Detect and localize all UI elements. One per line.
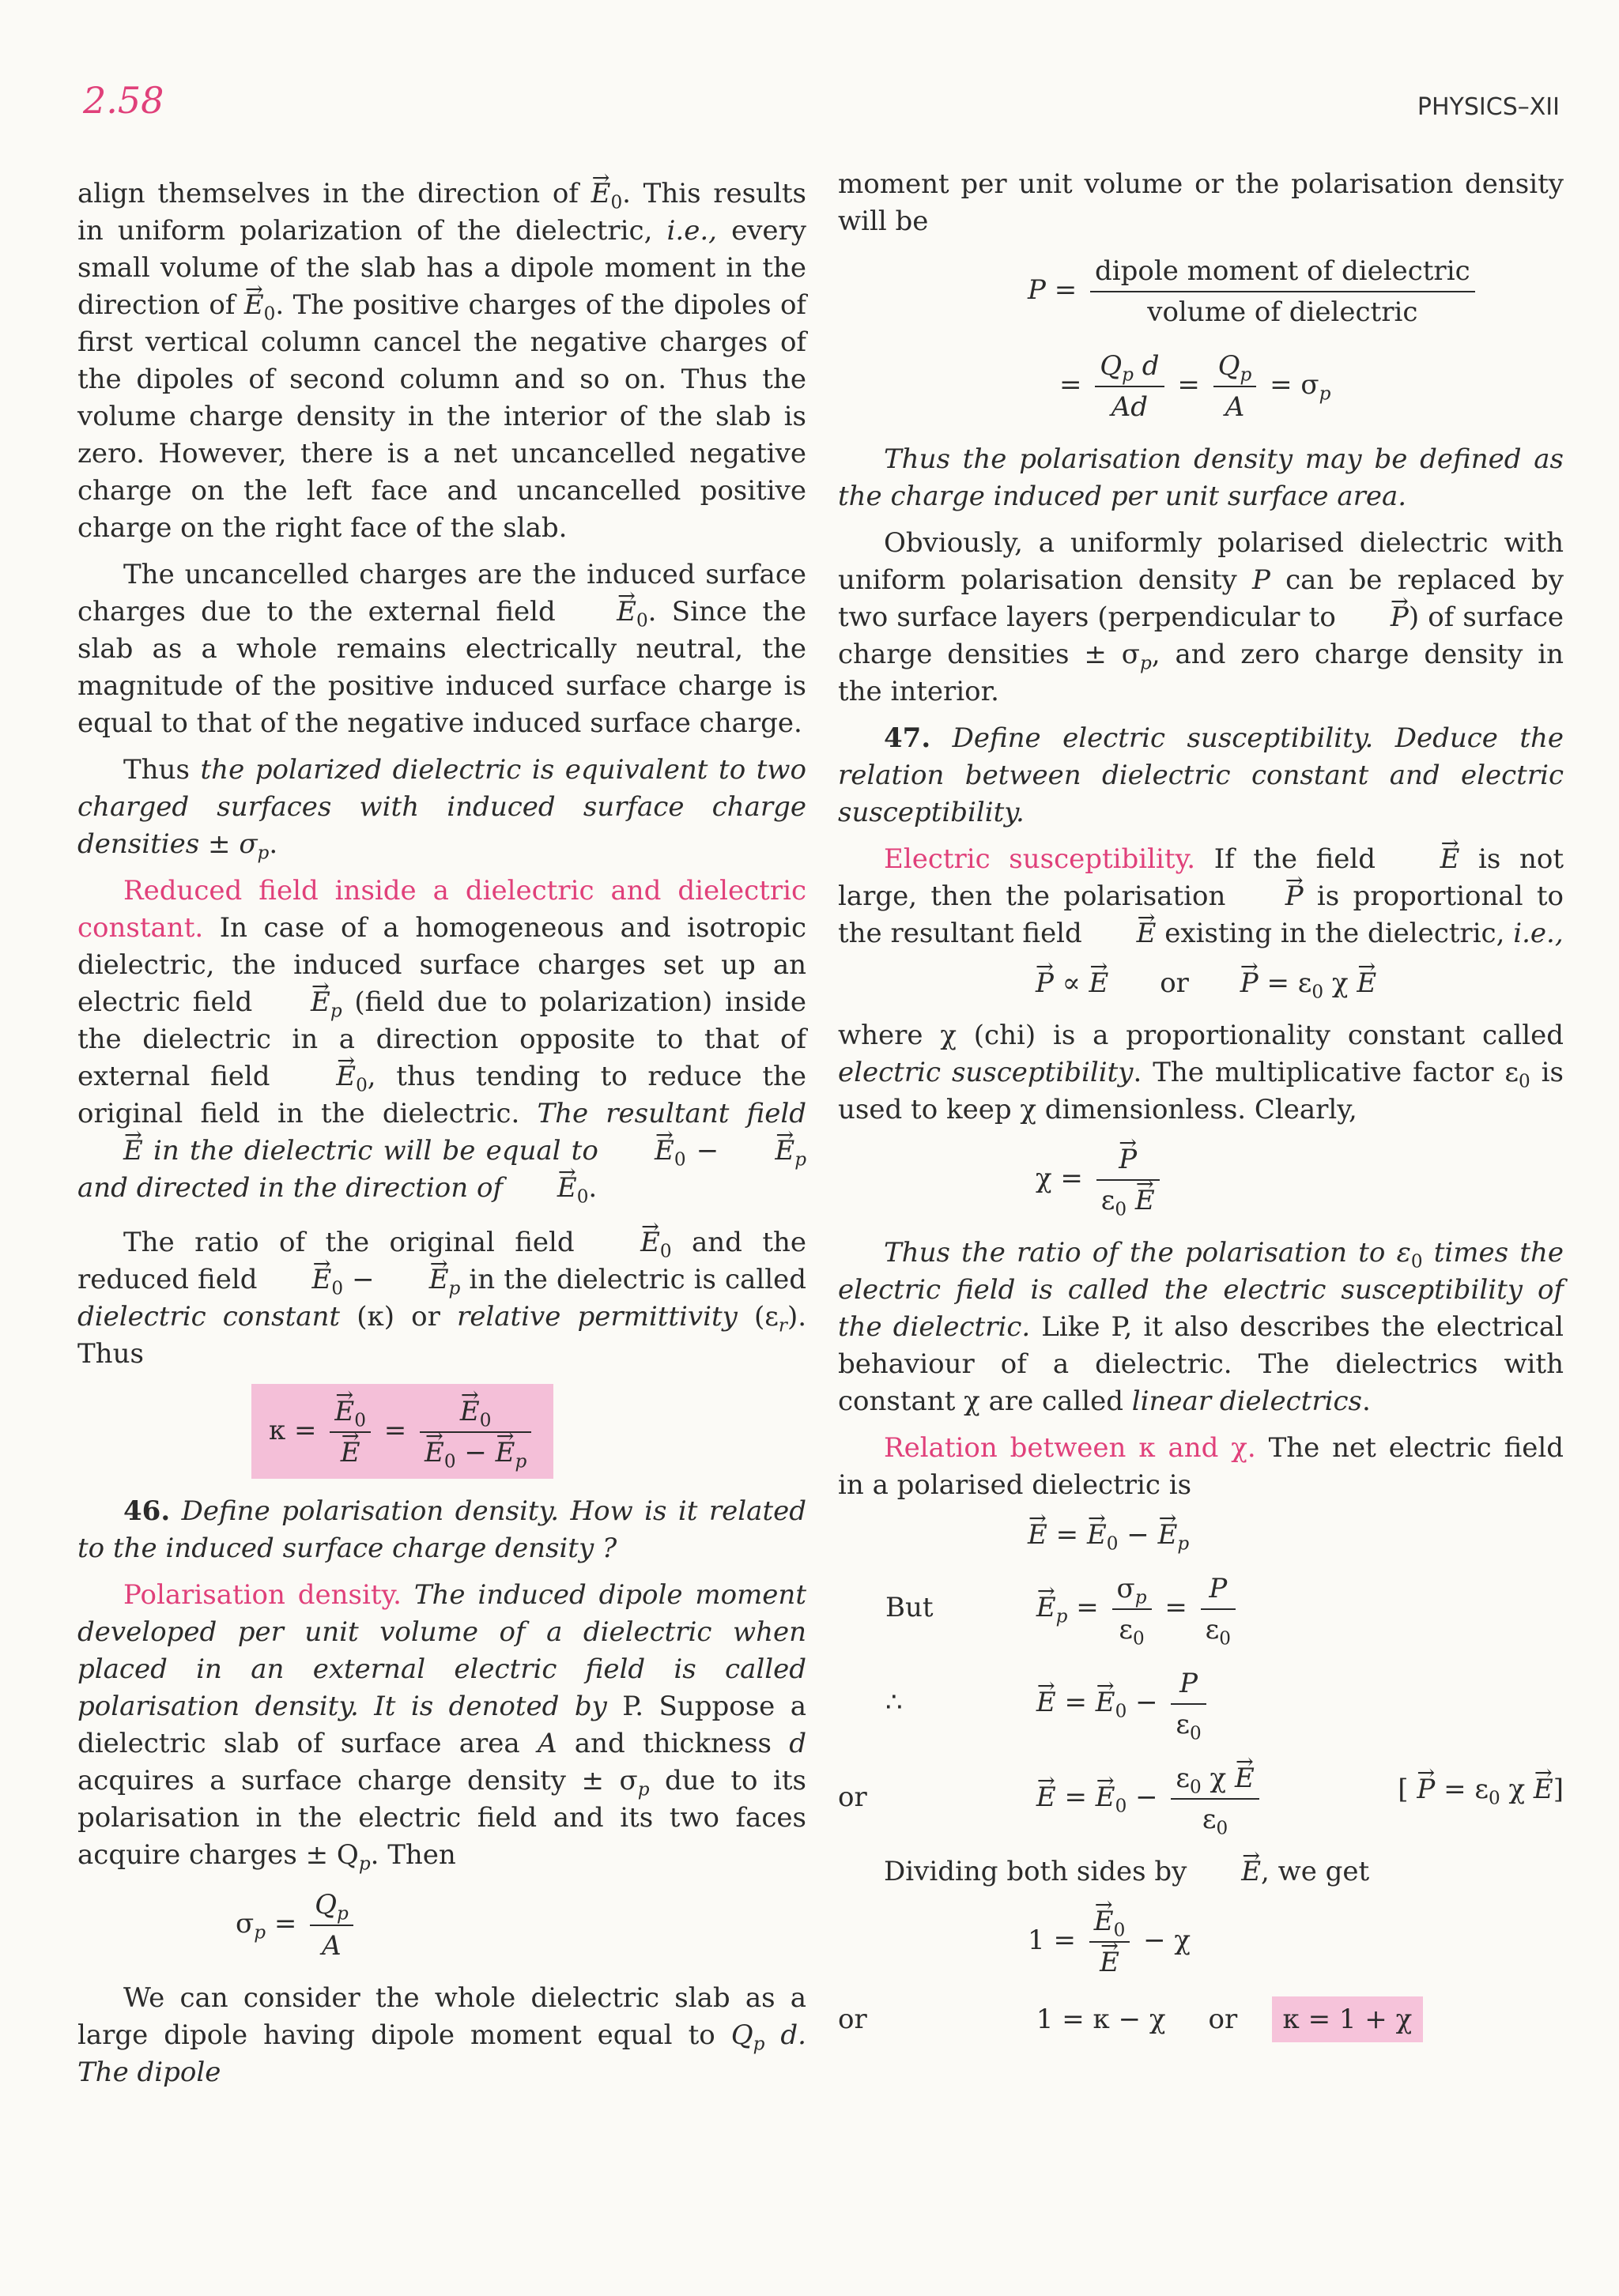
paragraph: Thus the polarized dielectric is equivalent to two charged surfaces with induced surface charge densities ± $\sigma_p$. [77, 754, 807, 864]
section-heading: Polarisation density. [123, 1579, 402, 1611]
polarisation-density-equation-2: = $\frac{Q_p d}{Ad}$ = $\frac{Q_p}{A}$ = $\sigma_p$ [838, 346, 1564, 427]
paragraph: Polarisation density. The induced dipole moment developed per unit volume of a dielectric when placed in an external electric field is called polarisation density. It is denoted by P. Suppose a dielectric slab of surface area A and thickness d acquires a surface charge density ± $\sigma_p$ due to its polarisation in the electric field and its two faces acquire charges ± $Q_p$. Then [77, 1579, 807, 1875]
paragraph: Thus the ratio of the polarisation to $\varepsilon_0$ times the electric field is called the electric susceptibility of the dielectric. Like P, it also describes the electrical behaviour of a dielectric. The dielectrics with constant χ are called linear dielectrics. [838, 1237, 1564, 1417]
paragraph: Relation between κ and χ. The net electric field in a polarised dielectric is [838, 1432, 1564, 1501]
proportionality-equation: → P ∝ → E or → $P = \varepsilon_0$ χ → E [838, 963, 1564, 1003]
left-column [77, 175, 806, 2101]
paragraph: align themselves in the direction of → $E_0$. This results in uniform polarization of the dielectric, i.e., every small volume of the slab has a dipole moment in the direction of → $E_0$. The positive charges of the dipoles of first vertical column cancel the negative charges of the dipoles of second column and so on. Thus the volume charge density in the interior of the slab is zero. However, there is a net uncancelled negative charge on the left face and uncancelled positive charge on the right face of the slab. [77, 175, 806, 547]
dielectric-constant-equation: κ = → $E_0$ → E = → $E_0$ → $E_0$ − → $E_p$ [77, 1384, 806, 1479]
but-equation: But → $E_p$ = $\frac{\sigma_p}{\varepsilon_0}$ = $\frac{P}{\varepsilon_0}$ [838, 1569, 1564, 1649]
dividing-equation: 1 = → $E_0$ → E − χ [838, 1902, 1564, 1982]
section-heading: Reduced field inside a dielectric and dielectric constant. [77, 875, 806, 944]
paragraph: The ratio of the original field → $E_0$ and the reduced field → $E_0$ − → $E_p$ in the dielectric is called dielectric constant (κ) or relative permittivity $(\varepsilon_r)$. Thus [77, 1224, 806, 1373]
susceptibility-equation: χ = → $\frac{P}{\varepsilon_0 \to E}$ [838, 1140, 1564, 1220]
paragraph: moment per unit volume or the polarisation density will be [838, 168, 1564, 237]
paragraph: where χ (chi) is a proportionality constant called electric susceptibility. The multiplicative factor $\varepsilon_0$ is used to keep χ dimensionless. Clearly, [838, 1020, 1564, 1125]
paragraph: Obviously, a uniformly polarised dielectric with uniform polarisation density P can be replaced by two surface layers (perpendicular to → P) of surface charge densities ± $\sigma_p$, and zero charge density in the interior. [838, 525, 1564, 711]
surface-charge-equation: $\sigma_p$ = $\frac{Q_p}{A}$ [77, 1885, 806, 1966]
right-column [838, 166, 1564, 2057]
question-47: 47. Define electric susceptibility. Deduce the relation between dielectric constant and electric susceptibility. [838, 722, 1564, 828]
page-number: 2.58 [83, 79, 164, 122]
therefore-equation: ∴ → E = → $E_0$ − $\frac{P}{\varepsilon_0}$ [838, 1664, 1564, 1744]
polarisation-density-equation: P = $\frac{\text{dipole moment of dielectric}}{\text{volume of dielectric}}$ [838, 251, 1564, 332]
paragraph: Dividing both sides by → E, we get [838, 1853, 1564, 1891]
final-equation: or 1 = κ − χ or κ = 1 + χ [838, 1996, 1564, 2042]
final-result: κ = 1 + χ [1272, 1996, 1424, 2042]
paragraph: Thus the polarisation density may be defined as the charge induced per unit surface area. [838, 443, 1564, 512]
net-field-equation: → E = → $E_0$ − → $E_p$ [838, 1515, 1564, 1555]
paragraph: The uncancelled charges are the induced surface charges due to the external field → $E_0$. Since the slab as a whole remains electrically neutral, the magnitude of the positive induced surface charge is equal to that of the negative induced surface charge. [77, 556, 806, 742]
paragraph: Electric susceptibility. If the field → E is not large, then the polarisation → P is proportional to the resultant field → E existing in the dielectric, i.e., [838, 841, 1564, 952]
paragraph: We can consider the whole dielectric slab as a large dipole having dipole moment equal to $Q_p$ d. The dipole [77, 1982, 806, 2088]
paragraph: Reduced field inside a dielectric and dielectric constant. In case of a homogeneous and isotropic dielectric, the induced surface charges set up an electric field → $E_p$ (field due to polarization) inside the dielectric in a direction opposite to that of external field → $E_0$, thus tending to reduce the original field in the dielectric. The resultant field → E in the dielectric will be equal to → $E_0$ − → $E_p$ and directed in the direction of → $E_0$. [77, 873, 806, 1207]
question-46: 46. Define polarisation density. How is it related to the induced surface charge density ? [77, 1495, 806, 1564]
section-heading: Electric susceptibility. [884, 843, 1196, 875]
section-heading: Relation between κ and χ. [884, 1432, 1256, 1464]
or-equation: or → E = → $E_0$ − $\frac{\varepsilon_0 \chi \to E}{\varepsilon_0}$ [ → $P = \varepsilon_0$ χ → E] [838, 1759, 1564, 1839]
book-title: PHYSICS–XII [1417, 93, 1560, 121]
